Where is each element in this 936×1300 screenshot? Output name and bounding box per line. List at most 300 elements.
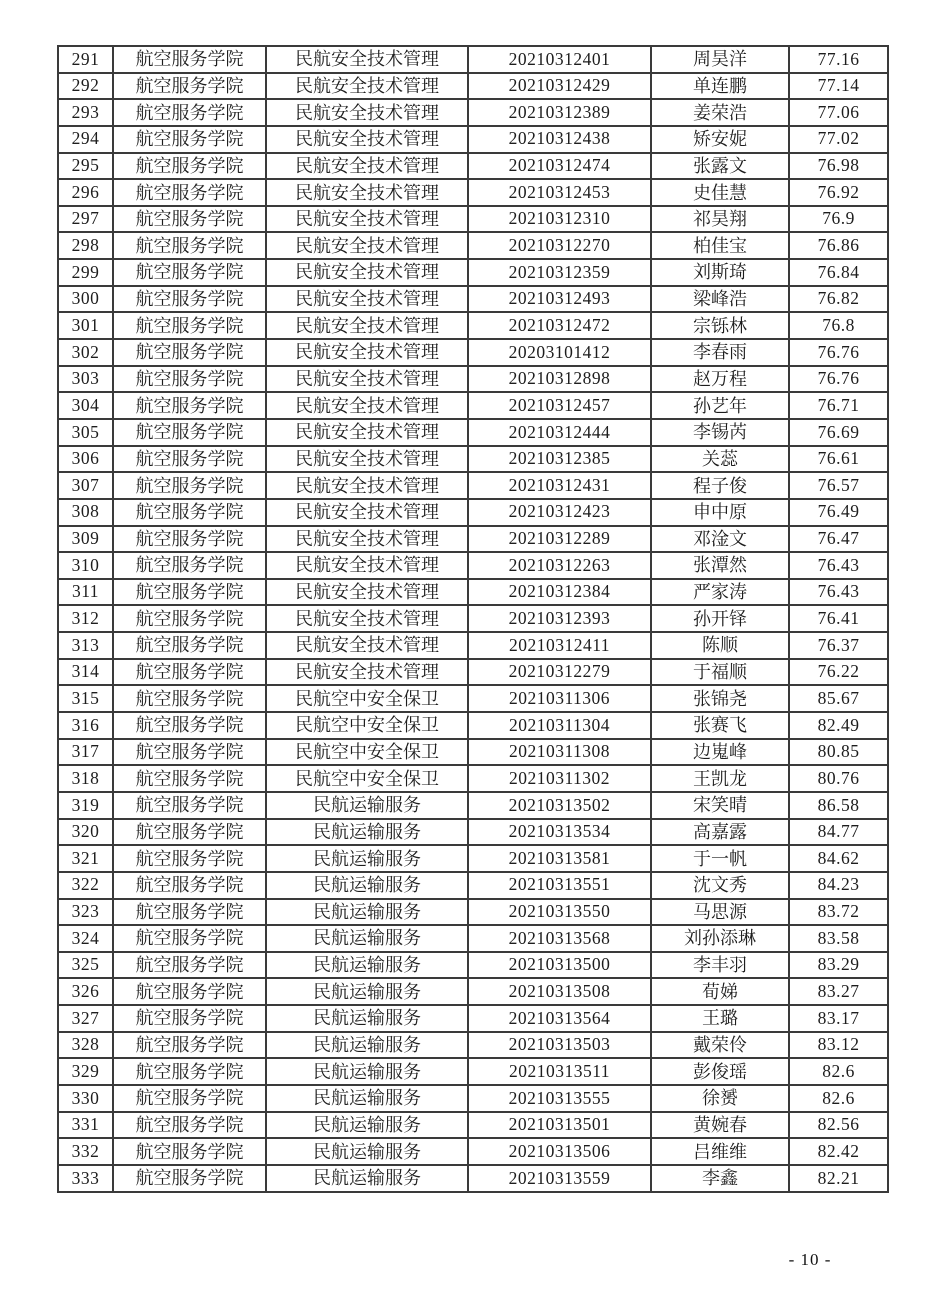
row-number-cell: 330 bbox=[58, 1085, 113, 1112]
name-cell: 李丰羽 bbox=[651, 952, 789, 979]
score-cell: 85.67 bbox=[789, 685, 888, 712]
score-cell: 82.6 bbox=[789, 1058, 888, 1085]
table-row bbox=[58, 978, 888, 1005]
row-number-cell: 303 bbox=[58, 366, 113, 393]
table-row bbox=[58, 446, 888, 473]
score-cell: 76.82 bbox=[789, 286, 888, 313]
score-cell: 83.58 bbox=[789, 925, 888, 952]
college-cell: 航空服务学院 bbox=[113, 499, 266, 526]
college-cell: 航空服务学院 bbox=[113, 659, 266, 686]
college-cell: 航空服务学院 bbox=[113, 765, 266, 792]
score-cell: 76.37 bbox=[789, 632, 888, 659]
candidate-id-cell: 20210313581 bbox=[468, 845, 651, 872]
college-cell: 航空服务学院 bbox=[113, 206, 266, 233]
score-cell: 83.12 bbox=[789, 1032, 888, 1059]
candidate-id-cell: 20210311306 bbox=[468, 685, 651, 712]
table-row bbox=[58, 605, 888, 632]
row-number-cell: 294 bbox=[58, 126, 113, 153]
candidate-id-cell: 20210311302 bbox=[468, 765, 651, 792]
college-cell: 航空服务学院 bbox=[113, 286, 266, 313]
row-number-cell: 312 bbox=[58, 605, 113, 632]
college-cell: 航空服务学院 bbox=[113, 1058, 266, 1085]
college-cell: 航空服务学院 bbox=[113, 46, 266, 73]
candidate-id-cell: 20210313534 bbox=[468, 819, 651, 846]
score-cell: 76.71 bbox=[789, 392, 888, 419]
row-number-cell: 295 bbox=[58, 153, 113, 180]
score-cell: 84.77 bbox=[789, 819, 888, 846]
score-cell: 76.61 bbox=[789, 446, 888, 473]
candidate-id-cell: 20210312423 bbox=[468, 499, 651, 526]
college-cell: 航空服务学院 bbox=[113, 845, 266, 872]
college-cell: 航空服务学院 bbox=[113, 392, 266, 419]
candidate-id-cell: 20210312457 bbox=[468, 392, 651, 419]
college-cell: 航空服务学院 bbox=[113, 312, 266, 339]
candidate-id-cell: 20210313503 bbox=[468, 1032, 651, 1059]
name-cell: 矫安妮 bbox=[651, 126, 789, 153]
candidate-id-cell: 20210312401 bbox=[468, 46, 651, 73]
name-cell: 于福顺 bbox=[651, 659, 789, 686]
candidate-id-cell: 20210312444 bbox=[468, 419, 651, 446]
name-cell: 李春雨 bbox=[651, 339, 789, 366]
candidate-id-cell: 20210312453 bbox=[468, 179, 651, 206]
page-number: - 10 - bbox=[788, 1250, 832, 1269]
major-cell: 民航运输服务 bbox=[266, 819, 468, 846]
table-row bbox=[58, 472, 888, 499]
table-row bbox=[58, 1085, 888, 1112]
name-cell: 周昊洋 bbox=[651, 46, 789, 73]
row-number-cell: 323 bbox=[58, 899, 113, 926]
candidate-id-cell: 20210312310 bbox=[468, 206, 651, 233]
table-row bbox=[58, 792, 888, 819]
college-cell: 航空服务学院 bbox=[113, 579, 266, 606]
score-cell: 82.49 bbox=[789, 712, 888, 739]
table-row bbox=[58, 685, 888, 712]
major-cell: 民航运输服务 bbox=[266, 1112, 468, 1139]
major-cell: 民航安全技术管理 bbox=[266, 206, 468, 233]
college-cell: 航空服务学院 bbox=[113, 605, 266, 632]
college-cell: 航空服务学院 bbox=[113, 366, 266, 393]
table-row bbox=[58, 925, 888, 952]
name-cell: 单连鹏 bbox=[651, 73, 789, 100]
table-row bbox=[58, 499, 888, 526]
score-cell: 84.23 bbox=[789, 872, 888, 899]
row-number-cell: 332 bbox=[58, 1138, 113, 1165]
candidate-id-cell: 20210312389 bbox=[468, 99, 651, 126]
score-cell: 76.76 bbox=[789, 339, 888, 366]
name-cell: 宋笑晴 bbox=[651, 792, 789, 819]
row-number-cell: 297 bbox=[58, 206, 113, 233]
college-cell: 航空服务学院 bbox=[113, 712, 266, 739]
table-row bbox=[58, 739, 888, 766]
name-cell: 孙开铎 bbox=[651, 605, 789, 632]
candidate-id-cell: 20210313511 bbox=[468, 1058, 651, 1085]
candidate-id-cell: 20203101412 bbox=[468, 339, 651, 366]
candidate-id-cell: 20210312493 bbox=[468, 286, 651, 313]
major-cell: 民航运输服务 bbox=[266, 899, 468, 926]
row-number-cell: 315 bbox=[58, 685, 113, 712]
table-row bbox=[58, 153, 888, 180]
college-cell: 航空服务学院 bbox=[113, 339, 266, 366]
table-row bbox=[58, 99, 888, 126]
major-cell: 民航安全技术管理 bbox=[266, 179, 468, 206]
name-cell: 张露文 bbox=[651, 153, 789, 180]
name-cell: 荀娣 bbox=[651, 978, 789, 1005]
college-cell: 航空服务学院 bbox=[113, 526, 266, 553]
candidate-id-cell: 20210313500 bbox=[468, 952, 651, 979]
major-cell: 民航安全技术管理 bbox=[266, 552, 468, 579]
score-cell: 76.84 bbox=[789, 259, 888, 286]
table-row bbox=[58, 259, 888, 286]
candidate-id-cell: 20210313559 bbox=[468, 1165, 651, 1192]
candidate-id-cell: 20210313550 bbox=[468, 899, 651, 926]
name-cell: 李鑫 bbox=[651, 1165, 789, 1192]
major-cell: 民航安全技术管理 bbox=[266, 579, 468, 606]
candidate-id-cell: 20210312289 bbox=[468, 526, 651, 553]
score-cell: 83.29 bbox=[789, 952, 888, 979]
row-number-cell: 310 bbox=[58, 552, 113, 579]
table-row bbox=[58, 419, 888, 446]
name-cell: 沈文秀 bbox=[651, 872, 789, 899]
major-cell: 民航空中安全保卫 bbox=[266, 712, 468, 739]
name-cell: 王凯龙 bbox=[651, 765, 789, 792]
row-number-cell: 305 bbox=[58, 419, 113, 446]
name-cell: 梁峰浩 bbox=[651, 286, 789, 313]
name-cell: 刘孙添琳 bbox=[651, 925, 789, 952]
major-cell: 民航安全技术管理 bbox=[266, 126, 468, 153]
major-cell: 民航安全技术管理 bbox=[266, 153, 468, 180]
row-number-cell: 291 bbox=[58, 46, 113, 73]
candidate-id-cell: 20210312429 bbox=[468, 73, 651, 100]
major-cell: 民航安全技术管理 bbox=[266, 73, 468, 100]
table-row bbox=[58, 765, 888, 792]
row-number-cell: 301 bbox=[58, 312, 113, 339]
table-row bbox=[58, 73, 888, 100]
college-cell: 航空服务学院 bbox=[113, 1165, 266, 1192]
candidate-id-cell: 20210311308 bbox=[468, 739, 651, 766]
row-number-cell: 304 bbox=[58, 392, 113, 419]
score-cell: 76.86 bbox=[789, 232, 888, 259]
major-cell: 民航安全技术管理 bbox=[266, 259, 468, 286]
major-cell: 民航安全技术管理 bbox=[266, 312, 468, 339]
major-cell: 民航安全技术管理 bbox=[266, 46, 468, 73]
college-cell: 航空服务学院 bbox=[113, 685, 266, 712]
candidate-id-cell: 20210312384 bbox=[468, 579, 651, 606]
score-cell: 76.43 bbox=[789, 552, 888, 579]
table-row bbox=[58, 1058, 888, 1085]
major-cell: 民航安全技术管理 bbox=[266, 339, 468, 366]
college-cell: 航空服务学院 bbox=[113, 739, 266, 766]
college-cell: 航空服务学院 bbox=[113, 872, 266, 899]
table-row bbox=[58, 392, 888, 419]
name-cell: 吕维维 bbox=[651, 1138, 789, 1165]
score-cell: 76.76 bbox=[789, 366, 888, 393]
table-row bbox=[58, 899, 888, 926]
score-cell: 77.16 bbox=[789, 46, 888, 73]
row-number-cell: 327 bbox=[58, 1005, 113, 1032]
table-row bbox=[58, 552, 888, 579]
major-cell: 民航安全技术管理 bbox=[266, 232, 468, 259]
name-cell: 孙艺年 bbox=[651, 392, 789, 419]
major-cell: 民航安全技术管理 bbox=[266, 605, 468, 632]
table-row bbox=[58, 952, 888, 979]
name-cell: 祁昊翔 bbox=[651, 206, 789, 233]
row-number-cell: 292 bbox=[58, 73, 113, 100]
score-cell: 83.27 bbox=[789, 978, 888, 1005]
candidate-id-cell: 20210312898 bbox=[468, 366, 651, 393]
name-cell: 柏佳宝 bbox=[651, 232, 789, 259]
major-cell: 民航运输服务 bbox=[266, 1085, 468, 1112]
college-cell: 航空服务学院 bbox=[113, 99, 266, 126]
score-cell: 76.69 bbox=[789, 419, 888, 446]
name-cell: 姜荣浩 bbox=[651, 99, 789, 126]
table-row bbox=[58, 712, 888, 739]
score-cell: 83.72 bbox=[789, 899, 888, 926]
score-cell: 76.47 bbox=[789, 526, 888, 553]
candidate-id-cell: 20210311304 bbox=[468, 712, 651, 739]
candidate-id-cell: 20210313502 bbox=[468, 792, 651, 819]
name-cell: 高嘉露 bbox=[651, 819, 789, 846]
row-number-cell: 316 bbox=[58, 712, 113, 739]
table-row bbox=[58, 206, 888, 233]
major-cell: 民航运输服务 bbox=[266, 1058, 468, 1085]
table-row bbox=[58, 339, 888, 366]
college-cell: 航空服务学院 bbox=[113, 1112, 266, 1139]
score-cell: 76.9 bbox=[789, 206, 888, 233]
college-cell: 航空服务学院 bbox=[113, 1005, 266, 1032]
table-row bbox=[58, 632, 888, 659]
college-cell: 航空服务学院 bbox=[113, 899, 266, 926]
row-number-cell: 320 bbox=[58, 819, 113, 846]
row-number-cell: 302 bbox=[58, 339, 113, 366]
candidate-id-cell: 20210312279 bbox=[468, 659, 651, 686]
table-row bbox=[58, 1032, 888, 1059]
name-cell: 关蕊 bbox=[651, 446, 789, 473]
name-cell: 黄婉春 bbox=[651, 1112, 789, 1139]
college-cell: 航空服务学院 bbox=[113, 179, 266, 206]
college-cell: 航空服务学院 bbox=[113, 446, 266, 473]
name-cell: 张潭然 bbox=[651, 552, 789, 579]
major-cell: 民航安全技术管理 bbox=[266, 99, 468, 126]
table-row bbox=[58, 659, 888, 686]
row-number-cell: 326 bbox=[58, 978, 113, 1005]
candidate-id-cell: 20210312393 bbox=[468, 605, 651, 632]
table-row bbox=[58, 1165, 888, 1192]
score-cell: 76.98 bbox=[789, 153, 888, 180]
name-cell: 彭俊瑶 bbox=[651, 1058, 789, 1085]
college-cell: 航空服务学院 bbox=[113, 232, 266, 259]
major-cell: 民航运输服务 bbox=[266, 1032, 468, 1059]
score-cell: 82.42 bbox=[789, 1138, 888, 1165]
score-cell: 77.14 bbox=[789, 73, 888, 100]
score-cell: 76.22 bbox=[789, 659, 888, 686]
score-cell: 76.57 bbox=[789, 472, 888, 499]
name-cell: 刘斯琦 bbox=[651, 259, 789, 286]
row-number-cell: 333 bbox=[58, 1165, 113, 1192]
candidate-id-cell: 20210312474 bbox=[468, 153, 651, 180]
college-cell: 航空服务学院 bbox=[113, 73, 266, 100]
score-cell: 83.17 bbox=[789, 1005, 888, 1032]
name-cell: 程子俊 bbox=[651, 472, 789, 499]
college-cell: 航空服务学院 bbox=[113, 472, 266, 499]
table-row bbox=[58, 232, 888, 259]
row-number-cell: 306 bbox=[58, 446, 113, 473]
college-cell: 航空服务学院 bbox=[113, 419, 266, 446]
row-number-cell: 298 bbox=[58, 232, 113, 259]
major-cell: 民航运输服务 bbox=[266, 845, 468, 872]
name-cell: 边嵬峰 bbox=[651, 739, 789, 766]
row-number-cell: 322 bbox=[58, 872, 113, 899]
major-cell: 民航运输服务 bbox=[266, 1005, 468, 1032]
name-cell: 赵万程 bbox=[651, 366, 789, 393]
score-cell: 82.6 bbox=[789, 1085, 888, 1112]
major-cell: 民航运输服务 bbox=[266, 1138, 468, 1165]
college-cell: 航空服务学院 bbox=[113, 978, 266, 1005]
table-row bbox=[58, 179, 888, 206]
major-cell: 民航空中安全保卫 bbox=[266, 765, 468, 792]
score-table bbox=[57, 45, 889, 1193]
name-cell: 马思源 bbox=[651, 899, 789, 926]
row-number-cell: 321 bbox=[58, 845, 113, 872]
table-row bbox=[58, 579, 888, 606]
name-cell: 于一帆 bbox=[651, 845, 789, 872]
college-cell: 航空服务学院 bbox=[113, 259, 266, 286]
name-cell: 李锡芮 bbox=[651, 419, 789, 446]
score-cell: 76.92 bbox=[789, 179, 888, 206]
score-cell: 76.8 bbox=[789, 312, 888, 339]
row-number-cell: 319 bbox=[58, 792, 113, 819]
college-cell: 航空服务学院 bbox=[113, 819, 266, 846]
major-cell: 民航空中安全保卫 bbox=[266, 739, 468, 766]
college-cell: 航空服务学院 bbox=[113, 925, 266, 952]
row-number-cell: 329 bbox=[58, 1058, 113, 1085]
college-cell: 航空服务学院 bbox=[113, 1032, 266, 1059]
college-cell: 航空服务学院 bbox=[113, 153, 266, 180]
major-cell: 民航安全技术管理 bbox=[266, 659, 468, 686]
name-cell: 申中原 bbox=[651, 499, 789, 526]
candidate-id-cell: 20210313568 bbox=[468, 925, 651, 952]
name-cell: 陈顺 bbox=[651, 632, 789, 659]
table-row bbox=[58, 1005, 888, 1032]
row-number-cell: 300 bbox=[58, 286, 113, 313]
name-cell: 张赛飞 bbox=[651, 712, 789, 739]
major-cell: 民航运输服务 bbox=[266, 792, 468, 819]
college-cell: 航空服务学院 bbox=[113, 952, 266, 979]
score-cell: 86.58 bbox=[789, 792, 888, 819]
college-cell: 航空服务学院 bbox=[113, 1138, 266, 1165]
score-cell: 77.06 bbox=[789, 99, 888, 126]
major-cell: 民航安全技术管理 bbox=[266, 392, 468, 419]
name-cell: 戴荣伶 bbox=[651, 1032, 789, 1059]
row-number-cell: 331 bbox=[58, 1112, 113, 1139]
table-row bbox=[58, 526, 888, 553]
score-cell: 76.41 bbox=[789, 605, 888, 632]
major-cell: 民航运输服务 bbox=[266, 952, 468, 979]
major-cell: 民航安全技术管理 bbox=[266, 499, 468, 526]
row-number-cell: 293 bbox=[58, 99, 113, 126]
name-cell: 徐赟 bbox=[651, 1085, 789, 1112]
candidate-id-cell: 20210312411 bbox=[468, 632, 651, 659]
name-cell: 史佳慧 bbox=[651, 179, 789, 206]
college-cell: 航空服务学院 bbox=[113, 632, 266, 659]
row-number-cell: 296 bbox=[58, 179, 113, 206]
major-cell: 民航运输服务 bbox=[266, 978, 468, 1005]
candidate-id-cell: 20210312263 bbox=[468, 552, 651, 579]
score-cell: 80.85 bbox=[789, 739, 888, 766]
score-cell: 82.21 bbox=[789, 1165, 888, 1192]
score-table-body bbox=[58, 46, 888, 1192]
candidate-id-cell: 20210313508 bbox=[468, 978, 651, 1005]
major-cell: 民航运输服务 bbox=[266, 1165, 468, 1192]
major-cell: 民航安全技术管理 bbox=[266, 632, 468, 659]
name-cell: 王璐 bbox=[651, 1005, 789, 1032]
candidate-id-cell: 20210313501 bbox=[468, 1112, 651, 1139]
candidate-id-cell: 20210313564 bbox=[468, 1005, 651, 1032]
candidate-id-cell: 20210313555 bbox=[468, 1085, 651, 1112]
table-row bbox=[58, 286, 888, 313]
candidate-id-cell: 20210312472 bbox=[468, 312, 651, 339]
table-row bbox=[58, 819, 888, 846]
college-cell: 航空服务学院 bbox=[113, 126, 266, 153]
score-cell: 76.43 bbox=[789, 579, 888, 606]
major-cell: 民航安全技术管理 bbox=[266, 419, 468, 446]
row-number-cell: 317 bbox=[58, 739, 113, 766]
college-cell: 航空服务学院 bbox=[113, 1085, 266, 1112]
college-cell: 航空服务学院 bbox=[113, 792, 266, 819]
candidate-id-cell: 20210312438 bbox=[468, 126, 651, 153]
table-row bbox=[58, 312, 888, 339]
score-cell: 76.49 bbox=[789, 499, 888, 526]
table-row bbox=[58, 872, 888, 899]
major-cell: 民航安全技术管理 bbox=[266, 286, 468, 313]
row-number-cell: 308 bbox=[58, 499, 113, 526]
row-number-cell: 313 bbox=[58, 632, 113, 659]
name-cell: 张锦尧 bbox=[651, 685, 789, 712]
row-number-cell: 307 bbox=[58, 472, 113, 499]
candidate-id-cell: 20210312385 bbox=[468, 446, 651, 473]
table-row bbox=[58, 126, 888, 153]
row-number-cell: 325 bbox=[58, 952, 113, 979]
table-row bbox=[58, 1138, 888, 1165]
table-row bbox=[58, 845, 888, 872]
row-number-cell: 318 bbox=[58, 765, 113, 792]
major-cell: 民航安全技术管理 bbox=[266, 366, 468, 393]
score-cell: 82.56 bbox=[789, 1112, 888, 1139]
row-number-cell: 311 bbox=[58, 579, 113, 606]
major-cell: 民航安全技术管理 bbox=[266, 446, 468, 473]
college-cell: 航空服务学院 bbox=[113, 552, 266, 579]
candidate-id-cell: 20210312431 bbox=[468, 472, 651, 499]
name-cell: 宗铄林 bbox=[651, 312, 789, 339]
score-cell: 77.02 bbox=[789, 126, 888, 153]
row-number-cell: 328 bbox=[58, 1032, 113, 1059]
major-cell: 民航运输服务 bbox=[266, 872, 468, 899]
candidate-id-cell: 20210312270 bbox=[468, 232, 651, 259]
candidate-id-cell: 20210313506 bbox=[468, 1138, 651, 1165]
row-number-cell: 299 bbox=[58, 259, 113, 286]
major-cell: 民航空中安全保卫 bbox=[266, 685, 468, 712]
major-cell: 民航运输服务 bbox=[266, 925, 468, 952]
row-number-cell: 314 bbox=[58, 659, 113, 686]
score-cell: 84.62 bbox=[789, 845, 888, 872]
name-cell: 邓淦文 bbox=[651, 526, 789, 553]
candidate-id-cell: 20210312359 bbox=[468, 259, 651, 286]
score-cell: 80.76 bbox=[789, 765, 888, 792]
table-row bbox=[58, 46, 888, 73]
table-row bbox=[58, 366, 888, 393]
major-cell: 民航安全技术管理 bbox=[266, 472, 468, 499]
table-row bbox=[58, 1112, 888, 1139]
name-cell: 严家涛 bbox=[651, 579, 789, 606]
